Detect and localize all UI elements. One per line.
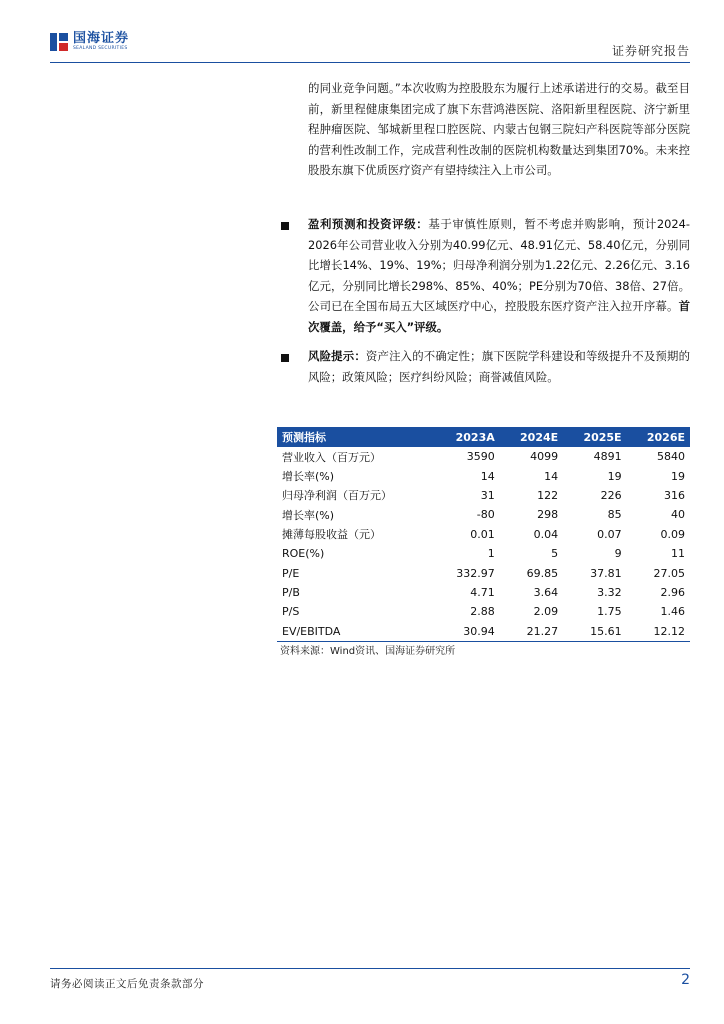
table-cell: 3.64 [533,585,559,599]
table-cell: 0.09 [660,527,685,541]
forecast-label: 盈利预测和投资评级： [308,217,429,231]
table-cell: 1.46 [660,605,685,619]
table-cell: 4099 [530,450,559,464]
table-cell: 4.71 [470,585,495,599]
table-cell: -80 [476,508,495,522]
table-header-cell: 2025E [563,427,626,447]
table-cell: 122 [537,488,559,502]
forecast-table [277,427,690,642]
logo-name-en: SEALAND SECURITIES [73,46,128,52]
table-header-cell: 2024E [500,427,563,447]
page-header [50,28,690,62]
bullet-icon [281,354,289,362]
risk-paragraph [308,346,690,387]
table-cell: 31 [480,488,495,502]
risk-text: 资产注入的不确定性；旗下医院学科建设和等级提升不及预期的风险；政策风险；医疗纠纷风险；商誉减值风险。 [308,349,690,384]
row-label: 归母净利润（百万元） [282,489,392,503]
table-cell: 27.05 [653,566,685,580]
row-label: ROE(%) [282,547,325,561]
table-source-note: 资料来源：Wind资讯、国海证券研究所 [280,646,456,657]
table-cell: 298 [537,508,559,522]
table-cell: 11 [671,547,685,561]
table-cell: 19 [607,469,622,483]
table-cell: 30.94 [435,622,500,642]
table-cell: 9 [614,547,622,561]
header-divider [50,62,690,63]
table-cell: 226 [600,488,622,502]
table-row [277,447,690,466]
table-cell: 14 [480,469,495,483]
table-cell: 2.88 [470,605,495,619]
table-row [277,525,690,544]
table-header-cell: 2026E [627,427,690,447]
table-cell: 3590 [466,450,495,464]
page-number: 2 [681,972,690,988]
row-label: 增长率(%) [282,508,335,522]
acquisition-paragraph: 的同业竞争问题。”本次收购为控股股东为履行上述承诺进行的交易。截至目前，新里程健康集团完成了旗下东营鸿港医院、洛阳新里程医院、济宁新里程肿瘤医院、邹城新里程口腔医院、内蒙古包钢三院妇产科医院等部分医院的营利性改制工作，完成营利性改制的医院机构数量达到集团70%。未来控股股东旗下优质医疗资产有望持续注入上市公司。 [308,81,690,178]
table-cell: 12.12 [627,622,690,642]
table-row [277,544,690,563]
table-cell: 40 [671,508,685,522]
table-cell: 21.27 [500,622,563,642]
table-cell: 5840 [657,450,685,464]
row-label: 营业收入（百万元） [282,450,381,464]
table-cell: 2.09 [533,605,559,619]
table-cell: 1 [487,547,495,561]
table-row [277,622,690,642]
table-cell: 0.07 [597,527,622,541]
table-cell: 316 [664,488,685,502]
table-row [277,583,690,602]
row-label: EV/EBITDA [277,622,435,642]
row-label: P/S [282,605,300,619]
row-label: P/B [282,585,300,599]
report-type: 证券研究报告 [611,44,690,58]
table-cell: 37.81 [590,566,622,580]
table-cell: 15.61 [563,622,626,642]
table-cell: 4891 [593,450,622,464]
footer-disclaimer: 请务必阅读正文后免责条款部分 [50,978,204,990]
table-cell: 1.75 [597,605,622,619]
company-logo [50,28,129,56]
table-cell: 85 [607,508,622,522]
table-cell: 2.96 [660,585,685,599]
table-header-cell: 预测指标 [277,427,435,447]
table-row [277,602,690,621]
forecast-paragraph [308,214,690,338]
table-cell: 332.97 [456,566,495,580]
forecast-text: 基于审慎性原则，暂不考虑并购影响，预计2024-2026年公司营业收入分别为40.99亿元、48.91亿元、58.40亿元，分别同比增长14%、19%、19%；归母净利润分别为1.22亿元、2.26亿元、3.16亿元，分别同比增长298%、85%、40%；PE分别为70倍、38倍、27倍。公司已在全国布局五大区域医疗中心，控股股东医疗资产注入拉开序幕。 [308,217,690,314]
row-label: 增长率(%) [282,470,335,484]
bullet-icon [281,222,289,230]
table-cell: 69.85 [526,566,559,580]
risk-label: 风险提示： [308,349,366,363]
row-label: P/E [282,566,300,580]
table-header-row [277,427,690,447]
forecast-conclusion: 首次覆盖，给予“买入”评级。 [308,299,690,334]
table-cell: 5 [551,547,559,561]
table-cell: 3.32 [597,585,622,599]
table-cell: 0.01 [470,527,495,541]
footer-divider [50,968,690,969]
table-row [277,466,690,485]
row-label: 摊薄每股收益（元） [282,528,381,542]
logo-name-cn: 国海证券 [73,31,130,47]
table-cell: 14 [544,469,559,483]
table-row [277,563,690,582]
table-cell: 19 [671,469,685,483]
logo-icon [50,33,68,51]
table-row [277,486,690,505]
table-header-cell: 2023A [435,427,500,447]
table-row [277,505,690,524]
table-cell: 0.04 [533,527,559,541]
